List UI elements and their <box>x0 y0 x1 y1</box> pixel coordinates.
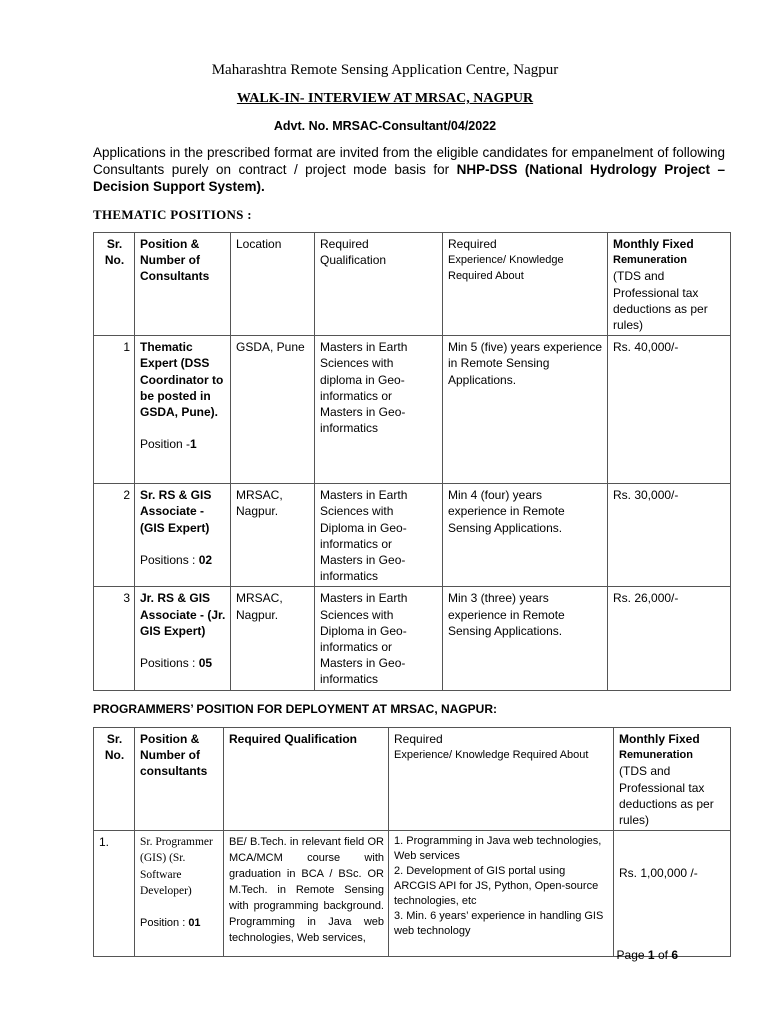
row-sr: 3 <box>94 587 135 690</box>
row-location: MRSAC, Nagpur. <box>231 484 315 587</box>
table-header-row <box>94 728 731 831</box>
intro-text: Applications in the prescribed format are invited from the eligible candidates for empanelment of following Consultants purely on contract / project mode basis for <box>93 145 725 177</box>
position-count: Position -1 <box>140 437 197 452</box>
position-title: Thematic Expert (DSS Coordinator to be posted in GSDA, Pune). <box>140 340 224 420</box>
header-remuneration-line1: Monthly Fixed <box>613 237 694 251</box>
header-position: Position & Number of Consultants <box>135 233 231 336</box>
row-sr: 1 <box>94 336 135 484</box>
row-experience <box>389 831 614 957</box>
row-sr: 1. <box>94 831 135 957</box>
thematic-positions-table <box>93 232 731 691</box>
table-row <box>94 587 731 690</box>
row-experience: Min 3 (three) years experience in Remote Sensing Applications. <box>443 587 608 690</box>
intro-paragraph <box>93 144 725 195</box>
row-sr: 2 <box>94 484 135 587</box>
position-title: Sr. Programmer (GIS) (Sr. Software Developer) <box>140 836 213 897</box>
position-title: Sr. RS & GIS Associate - (GIS Expert) <box>140 488 212 535</box>
header-remuneration-line3: (TDS and Professional tax deductions as per rules) <box>613 269 708 333</box>
table-row <box>94 831 731 957</box>
row-experience: Min 4 (four) years experience in Remote Sensing Applications. <box>443 484 608 587</box>
row-remuneration: Rs. 1,00,000 /- <box>614 831 731 957</box>
table-header-row <box>94 233 731 336</box>
experience-item-3: 3. Min. 6 years’ experience in handling GIS web technology <box>394 910 604 938</box>
row-location: MRSAC, Nagpur. <box>231 587 315 690</box>
header-remuneration <box>614 728 731 831</box>
row-experience: Min 5 (five) years experience in Remote Sensing Applications. <box>443 336 608 484</box>
position-count: Positions : 05 <box>140 656 213 671</box>
row-position <box>135 831 224 957</box>
row-qualification: BE/ B.Tech. in relevant field OR MCA/MCM course with graduation in BCA / BSc. OR M.Tech. in Remote Sensing with programming background. Programming in Java web technologies, Web services, <box>224 831 389 957</box>
row-location: GSDA, Pune <box>231 336 315 484</box>
row-remuneration: Rs. 30,000/- <box>608 484 731 587</box>
header-remuneration-line2: Remuneration <box>613 254 687 267</box>
header-experience <box>389 728 614 831</box>
position-count: Position : 01 <box>140 917 201 930</box>
row-position <box>135 484 231 587</box>
row-qualification: Masters in Earth Sciences with Diploma in Geo-informatics or Masters in Geo-informatics <box>315 484 443 587</box>
header-remuneration-line1: Monthly Fixed <box>619 732 700 746</box>
programmers-heading: PROGRAMMERS’ POSITION FOR DEPLOYMENT AT MRSAC, NAGPUR: <box>93 702 498 716</box>
position-count: Positions : 02 <box>140 552 213 567</box>
row-position <box>135 336 231 484</box>
header-qualification: Required Qualification <box>315 233 443 336</box>
header-remuneration-line3: (TDS and Professional tax deductions as per rules) <box>619 764 714 828</box>
row-position <box>135 587 231 690</box>
table-row <box>94 484 731 587</box>
advt-number: Advt. No. MRSAC-Consultant/04/2022 <box>273 119 497 133</box>
header-sr: Sr. No. <box>94 728 135 831</box>
header-experience-line2: Experience/ Knowledge Required About <box>448 254 564 283</box>
row-remuneration: Rs. 26,000/- <box>608 587 731 690</box>
table-row <box>94 336 731 484</box>
page-title: WALK-IN- INTERVIEW AT MRSAC, NAGPUR <box>236 91 534 106</box>
header-location: Location <box>231 233 315 336</box>
row-remuneration: Rs. 40,000/- <box>608 336 731 484</box>
header-experience-line1: Required <box>394 732 443 746</box>
org-title: Maharashtra Remote Sensing Application Centre, Nagpur <box>211 62 559 78</box>
intro-project-name: NHP-DSS (National Hydrology Project – Decision Support System). <box>93 162 725 194</box>
header-qualification: Required Qualification <box>224 728 389 831</box>
thematic-heading: THEMATIC POSITIONS : <box>93 207 252 222</box>
header-experience-line1: Required <box>448 237 497 251</box>
header-remuneration <box>608 233 731 336</box>
row-qualification: Masters in Earth Sciences with diploma in Geo-informatics or Masters in Geo-informatics <box>315 336 443 484</box>
experience-item-2: 2. Development of GIS portal using ARCGIS API for JS, Python, Open-source technologies, etc <box>394 865 599 908</box>
row-qualification: Masters in Earth Sciences with Diploma in Geo-informatics or Masters in Geo-informatics <box>315 587 443 690</box>
header-sr: Sr. No. <box>94 233 135 336</box>
page-number: Page 1 of 6 <box>616 948 678 962</box>
header-experience <box>443 233 608 336</box>
programmers-positions-table <box>93 727 731 957</box>
header-experience-line2: Experience/ Knowledge Required About <box>394 749 589 762</box>
position-title: Jr. RS & GIS Associate - (Jr. GIS Expert) <box>140 591 226 638</box>
experience-item-1: 1. Programming in Java web technologies, Web services <box>394 835 602 863</box>
header-remuneration-line2: Remuneration <box>619 749 693 762</box>
header-position: Position & Number of consultants <box>135 728 224 831</box>
